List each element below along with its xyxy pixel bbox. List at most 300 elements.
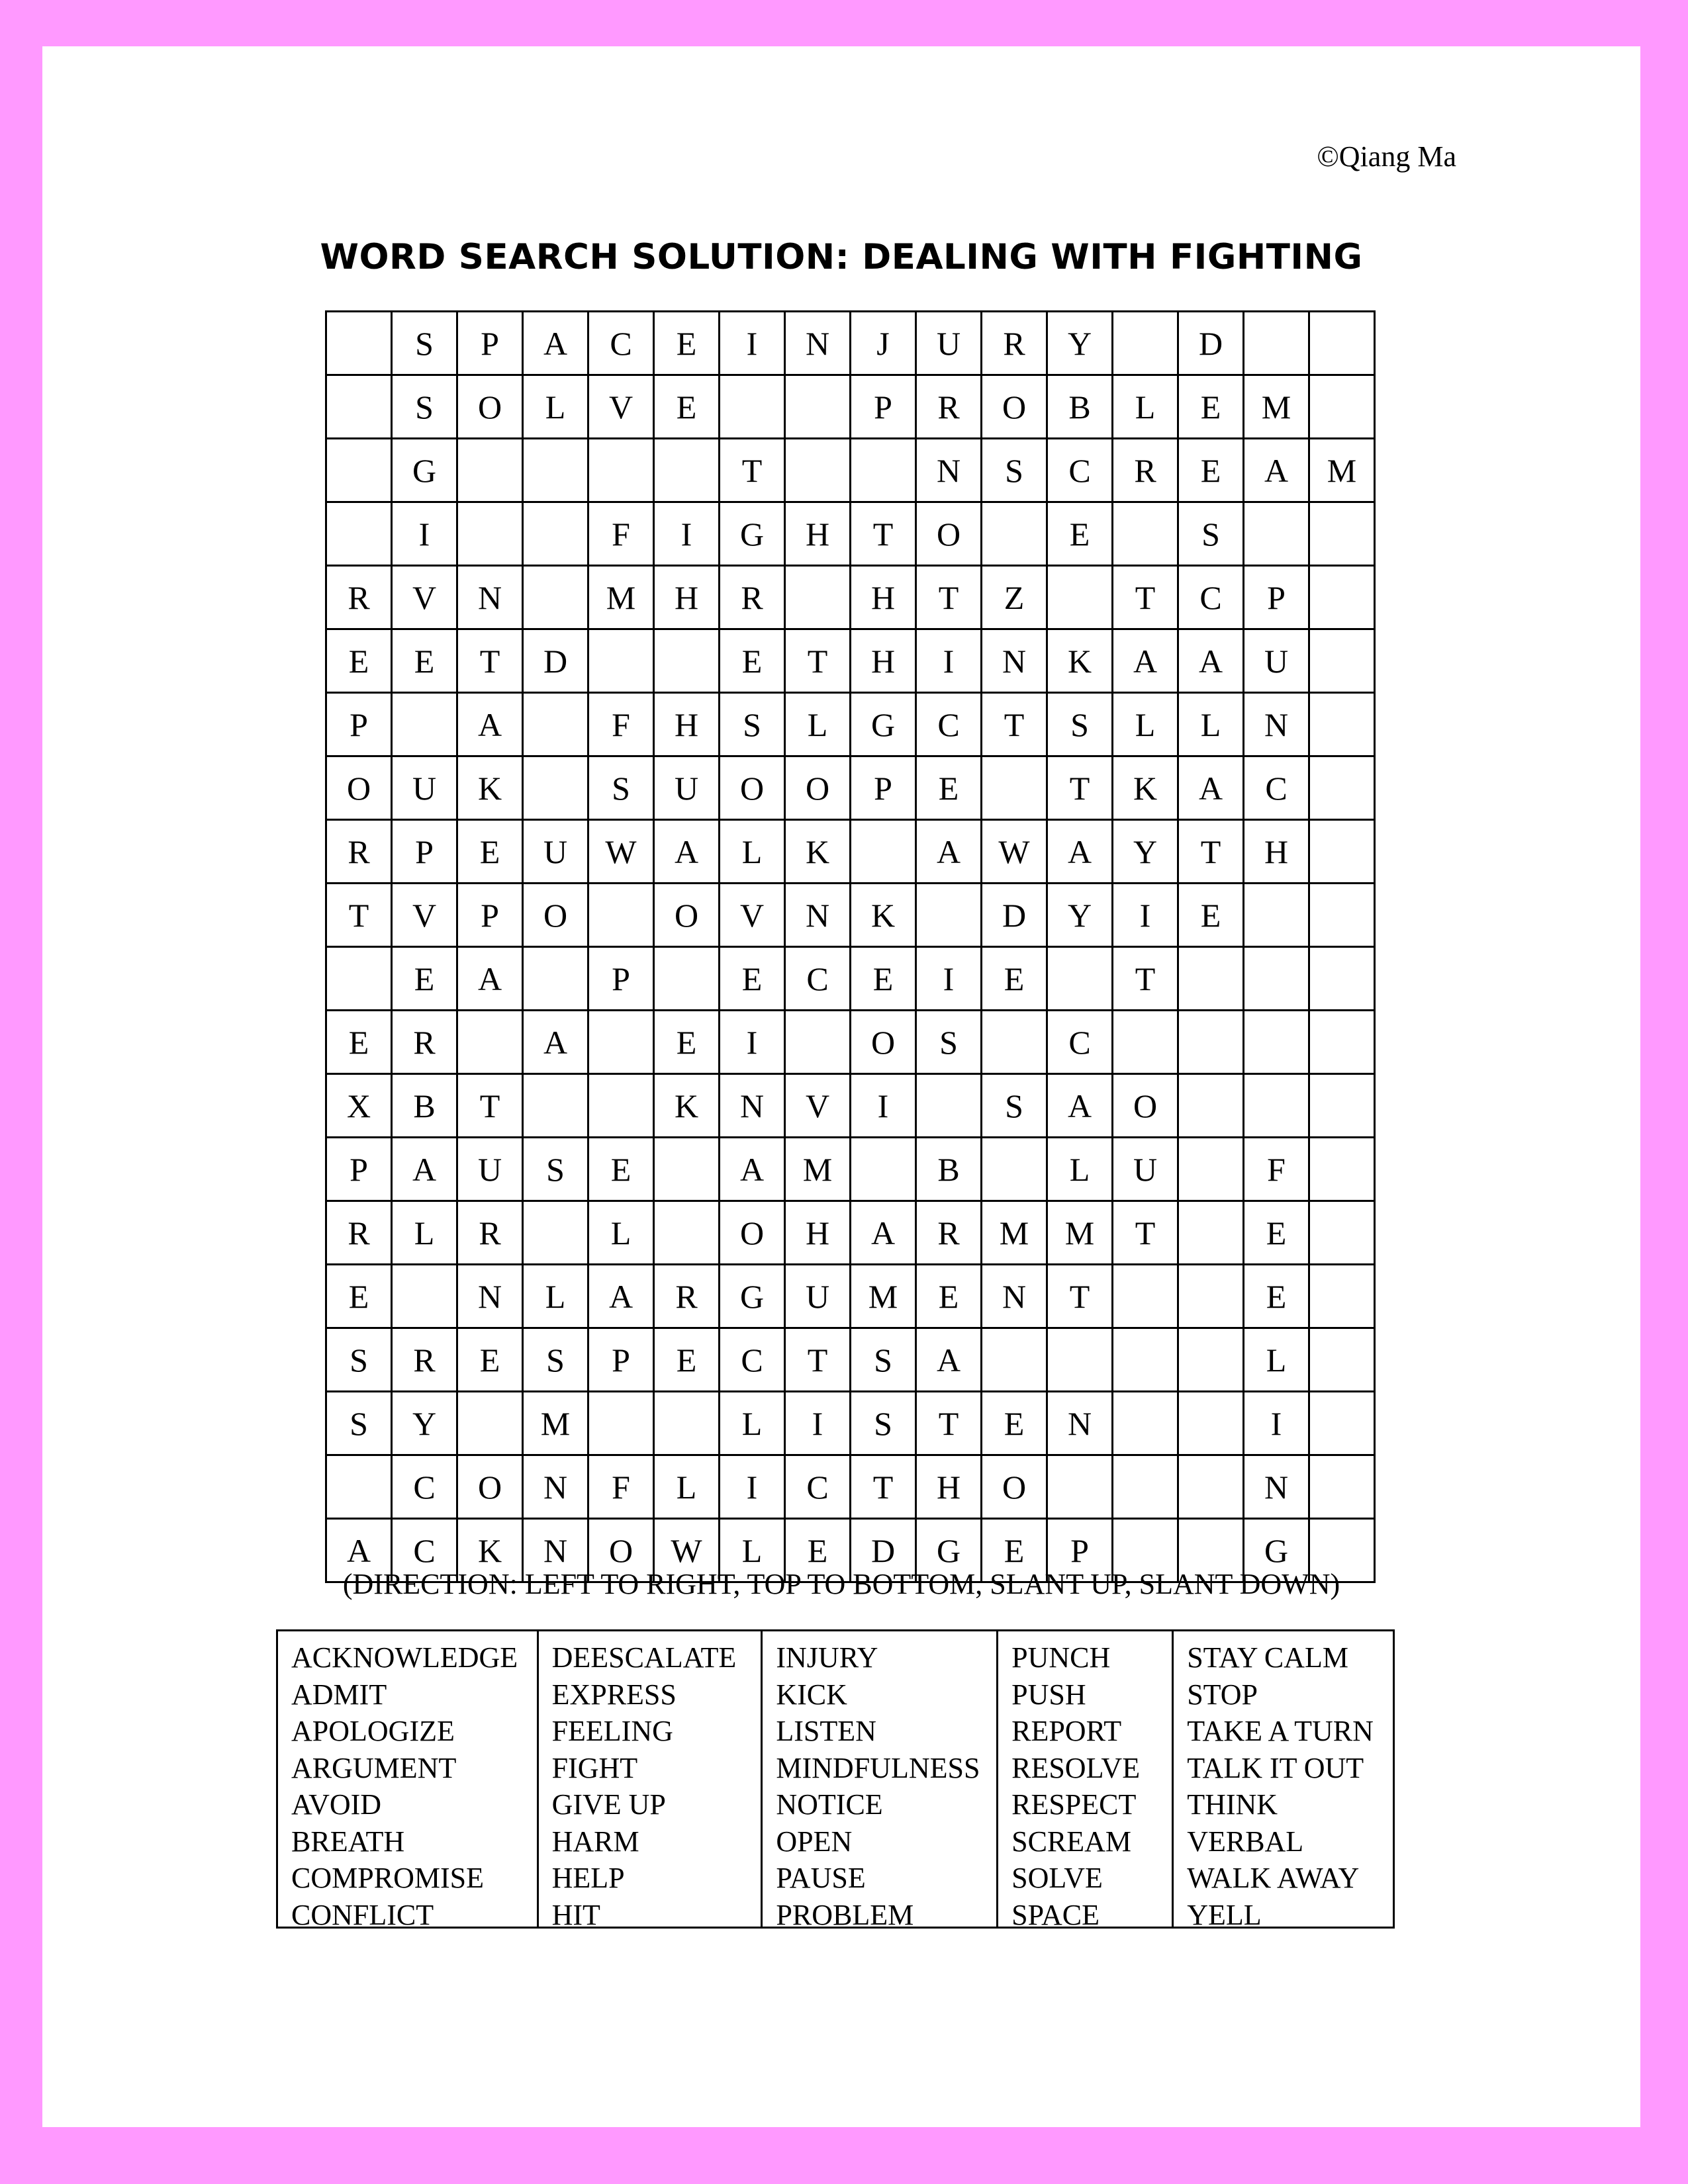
grid-cell: E xyxy=(982,1392,1047,1455)
grid-cell xyxy=(1309,629,1375,693)
grid-cell: T xyxy=(851,502,916,566)
word-bank-item: NOTICE xyxy=(776,1788,883,1821)
grid-cell: R xyxy=(916,1201,982,1265)
grid-cell: A xyxy=(457,693,523,756)
grid-cell: U xyxy=(916,312,982,375)
grid-cell: S xyxy=(982,1074,1047,1138)
grid-cell xyxy=(588,439,654,502)
word-bank-item: SCREAM xyxy=(1011,1825,1132,1858)
grid-cell xyxy=(457,1392,523,1455)
grid-cell: T xyxy=(1113,947,1178,1011)
grid-cell: I xyxy=(1113,884,1178,947)
grid-cell: L xyxy=(1113,375,1178,439)
grid-cell xyxy=(785,375,851,439)
grid-cell: S xyxy=(1047,693,1113,756)
grid-cell: H xyxy=(1244,820,1309,884)
grid-cell: R xyxy=(326,820,392,884)
grid-cell xyxy=(851,820,916,884)
grid-cell xyxy=(1047,947,1113,1011)
grid-cell: F xyxy=(588,1455,654,1519)
grid-cell xyxy=(654,439,720,502)
grid-cell: U xyxy=(392,756,457,820)
grid-cell: E xyxy=(720,947,785,1011)
grid-cell xyxy=(1309,1074,1375,1138)
grid-cell: A xyxy=(851,1201,916,1265)
grid-cell: C xyxy=(785,947,851,1011)
grid-cell xyxy=(523,566,588,629)
grid-cell xyxy=(1309,884,1375,947)
grid-cell: W xyxy=(982,820,1047,884)
grid-cell xyxy=(1309,756,1375,820)
grid-cell: D xyxy=(1178,312,1244,375)
grid-cell xyxy=(1178,1328,1244,1392)
grid-cell: O xyxy=(982,375,1047,439)
grid-cell: V xyxy=(392,884,457,947)
grid-cell: T xyxy=(916,1392,982,1455)
grid-row xyxy=(326,439,1375,502)
grid-cell xyxy=(1178,947,1244,1011)
grid-cell: S xyxy=(523,1138,588,1201)
grid-cell: M xyxy=(851,1265,916,1328)
grid-cell: E xyxy=(982,1519,1047,1582)
grid-cell: U xyxy=(785,1265,851,1328)
word-bank-item: THINK xyxy=(1187,1788,1278,1821)
grid-row xyxy=(326,1328,1375,1392)
grid-cell xyxy=(457,502,523,566)
word-bank-item: WALK AWAY xyxy=(1187,1862,1360,1894)
grid-cell: F xyxy=(588,693,654,756)
grid-cell: A xyxy=(720,1138,785,1201)
grid-cell xyxy=(1113,1455,1178,1519)
grid-cell xyxy=(851,1138,916,1201)
grid-cell: A xyxy=(523,1011,588,1074)
grid-cell: L xyxy=(1113,693,1178,756)
grid-cell: P xyxy=(457,884,523,947)
grid-cell: N xyxy=(720,1074,785,1138)
grid-cell xyxy=(982,756,1047,820)
grid-cell xyxy=(1244,1011,1309,1074)
grid-cell: R xyxy=(1113,439,1178,502)
grid-cell: X xyxy=(326,1074,392,1138)
grid-cell: G xyxy=(720,1265,785,1328)
grid-cell: B xyxy=(1047,375,1113,439)
word-bank-item: SOLVE xyxy=(1011,1862,1103,1894)
grid-cell: L xyxy=(523,1265,588,1328)
word-bank-item: STAY CALM xyxy=(1187,1641,1349,1674)
grid-cell xyxy=(1178,1392,1244,1455)
grid-cell xyxy=(1178,1011,1244,1074)
grid-cell: Y xyxy=(1047,312,1113,375)
grid-cell xyxy=(1047,1455,1113,1519)
grid-cell xyxy=(523,693,588,756)
word-bank-item: PROBLEM xyxy=(776,1898,914,1931)
grid-cell xyxy=(1178,1455,1244,1519)
word-bank-item: FEELING xyxy=(551,1715,673,1747)
grid-cell xyxy=(1113,1392,1178,1455)
grid-cell: H xyxy=(916,1455,982,1519)
grid-cell xyxy=(326,502,392,566)
grid-cell xyxy=(1047,1328,1113,1392)
grid-row xyxy=(326,629,1375,693)
grid-cell: S xyxy=(1178,502,1244,566)
grid-cell xyxy=(1113,1265,1178,1328)
grid-cell: U xyxy=(654,756,720,820)
grid-cell: K xyxy=(785,820,851,884)
grid-cell xyxy=(1244,1074,1309,1138)
word-bank-table xyxy=(276,1629,1395,1929)
grid-cell: L xyxy=(720,1519,785,1582)
grid-cell: E xyxy=(654,1011,720,1074)
grid-cell xyxy=(588,1074,654,1138)
grid-cell: N xyxy=(1244,693,1309,756)
grid-cell: R xyxy=(392,1011,457,1074)
grid-cell: P xyxy=(326,1138,392,1201)
grid-cell: K xyxy=(1047,629,1113,693)
word-bank-item: LISTEN xyxy=(776,1715,876,1747)
grid-cell: N xyxy=(457,566,523,629)
grid-cell xyxy=(1309,1265,1375,1328)
grid-cell xyxy=(1178,1265,1244,1328)
grid-cell: N xyxy=(785,312,851,375)
grid-cell: T xyxy=(457,1074,523,1138)
grid-row xyxy=(326,1011,1375,1074)
grid-cell: E xyxy=(1244,1201,1309,1265)
grid-cell: L xyxy=(1178,693,1244,756)
grid-cell: O xyxy=(457,1455,523,1519)
word-bank-item: COMPROMISE xyxy=(291,1862,484,1894)
word-bank-column xyxy=(761,1631,996,1931)
grid-cell xyxy=(523,947,588,1011)
grid-cell: E xyxy=(1178,439,1244,502)
grid-cell xyxy=(1309,1138,1375,1201)
grid-cell: T xyxy=(1047,1265,1113,1328)
grid-cell: T xyxy=(1178,820,1244,884)
grid-cell: I xyxy=(916,629,982,693)
grid-cell: L xyxy=(523,375,588,439)
grid-cell: A xyxy=(523,312,588,375)
grid-cell: V xyxy=(588,375,654,439)
grid-cell: V xyxy=(785,1074,851,1138)
word-bank-item: YELL xyxy=(1187,1898,1262,1931)
grid-cell: N xyxy=(785,884,851,947)
grid-cell: W xyxy=(588,820,654,884)
grid-cell: S xyxy=(720,693,785,756)
grid-row xyxy=(326,312,1375,375)
grid-cell: U xyxy=(523,820,588,884)
grid-row xyxy=(326,566,1375,629)
grid-cell: V xyxy=(392,566,457,629)
grid-cell: F xyxy=(1244,1138,1309,1201)
grid-cell xyxy=(785,439,851,502)
grid-cell: E xyxy=(720,629,785,693)
grid-cell: A xyxy=(1047,820,1113,884)
word-bank-item: VERBAL xyxy=(1187,1825,1304,1858)
grid-cell xyxy=(1244,884,1309,947)
grid-cell: P xyxy=(1047,1519,1113,1582)
word-bank-item: TAKE A TURN xyxy=(1187,1715,1374,1747)
grid-row xyxy=(326,884,1375,947)
grid-cell xyxy=(523,1074,588,1138)
grid-cell: J xyxy=(851,312,916,375)
grid-cell: E xyxy=(654,1328,720,1392)
grid-cell: H xyxy=(851,566,916,629)
grid-cell: P xyxy=(588,1328,654,1392)
grid-row xyxy=(326,756,1375,820)
grid-row xyxy=(326,1074,1375,1138)
word-bank-item: APOLOGIZE xyxy=(291,1715,455,1747)
grid-cell xyxy=(1309,1392,1375,1455)
page-title: WORD SEARCH SOLUTION: DEALING WITH FIGHTING xyxy=(320,237,1363,277)
word-bank-item: KICK xyxy=(776,1678,847,1711)
grid-row xyxy=(326,1201,1375,1265)
grid-cell xyxy=(1113,1011,1178,1074)
grid-cell: A xyxy=(916,1328,982,1392)
grid-cell: A xyxy=(1178,629,1244,693)
word-bank-item: ARGUMENT xyxy=(291,1751,457,1784)
grid-cell xyxy=(982,1328,1047,1392)
worksheet-page xyxy=(42,46,1640,2127)
word-bank-item: DEESCALATE xyxy=(551,1641,737,1674)
grid-cell: O xyxy=(654,884,720,947)
word-bank-item: BREATH xyxy=(291,1825,405,1858)
grid-cell: O xyxy=(457,375,523,439)
grid-cell: E xyxy=(326,1011,392,1074)
grid-cell: C xyxy=(1244,756,1309,820)
grid-cell xyxy=(326,1455,392,1519)
grid-cell xyxy=(1309,312,1375,375)
grid-cell: E xyxy=(785,1519,851,1582)
grid-cell: T xyxy=(916,566,982,629)
grid-cell xyxy=(1244,947,1309,1011)
grid-cell: E xyxy=(916,756,982,820)
grid-cell xyxy=(654,1201,720,1265)
grid-cell: P xyxy=(326,693,392,756)
grid-cell: O xyxy=(720,756,785,820)
grid-cell: L xyxy=(720,1392,785,1455)
grid-cell: M xyxy=(523,1392,588,1455)
grid-cell: S xyxy=(851,1328,916,1392)
word-bank-item: GIVE UP xyxy=(551,1788,666,1821)
grid-cell: P xyxy=(851,756,916,820)
grid-cell: I xyxy=(785,1392,851,1455)
grid-cell: D xyxy=(982,884,1047,947)
word-bank-item: EXPRESS xyxy=(551,1678,677,1711)
grid-cell: N xyxy=(982,629,1047,693)
grid-cell: C xyxy=(1178,566,1244,629)
grid-cell: E xyxy=(392,629,457,693)
word-bank-item: ADMIT xyxy=(291,1678,387,1711)
grid-cell: E xyxy=(326,629,392,693)
grid-cell: I xyxy=(654,502,720,566)
grid-cell: B xyxy=(916,1138,982,1201)
word-bank-item: PUSH xyxy=(1011,1678,1086,1711)
word-bank-item: CONFLICT xyxy=(291,1898,434,1931)
grid-cell xyxy=(457,439,523,502)
grid-row xyxy=(326,1455,1375,1519)
grid-cell: C xyxy=(1047,439,1113,502)
grid-cell: R xyxy=(982,312,1047,375)
word-bank-item: HIT xyxy=(551,1898,600,1931)
grid-cell xyxy=(982,502,1047,566)
grid-cell: L xyxy=(588,1201,654,1265)
grid-cell: O xyxy=(326,756,392,820)
grid-cell: O xyxy=(720,1201,785,1265)
grid-cell: E xyxy=(1178,884,1244,947)
word-search-grid xyxy=(325,310,1376,1583)
grid-cell: G xyxy=(720,502,785,566)
grid-cell: E xyxy=(457,820,523,884)
grid-cell: A xyxy=(1047,1074,1113,1138)
grid-cell: T xyxy=(1113,566,1178,629)
grid-cell: K xyxy=(457,1519,523,1582)
grid-row xyxy=(326,1392,1375,1455)
grid-cell: W xyxy=(654,1519,720,1582)
word-bank-item: TALK IT OUT xyxy=(1187,1751,1364,1784)
grid-cell: G xyxy=(851,693,916,756)
grid-cell: L xyxy=(654,1455,720,1519)
grid-cell: E xyxy=(326,1265,392,1328)
grid-cell xyxy=(523,756,588,820)
grid-cell xyxy=(1309,502,1375,566)
grid-cell: I xyxy=(851,1074,916,1138)
grid-cell: O xyxy=(588,1519,654,1582)
grid-cell: H xyxy=(851,629,916,693)
grid-cell xyxy=(523,1201,588,1265)
grid-cell: R xyxy=(720,566,785,629)
grid-cell: A xyxy=(1178,756,1244,820)
grid-row xyxy=(326,1265,1375,1328)
grid-cell xyxy=(1309,693,1375,756)
grid-cell xyxy=(851,439,916,502)
grid-cell: P xyxy=(588,947,654,1011)
grid-cell: S xyxy=(851,1392,916,1455)
grid-cell: S xyxy=(916,1011,982,1074)
grid-cell xyxy=(1244,502,1309,566)
grid-cell: D xyxy=(851,1519,916,1582)
grid-cell: G xyxy=(392,439,457,502)
grid-cell: C xyxy=(392,1455,457,1519)
grid-cell: I xyxy=(392,502,457,566)
word-bank-item: ACKNOWLEDGE xyxy=(291,1641,518,1674)
word-bank-item: STOP xyxy=(1187,1678,1258,1711)
grid-cell xyxy=(392,1265,457,1328)
grid-cell: L xyxy=(1047,1138,1113,1201)
grid-cell: T xyxy=(851,1455,916,1519)
word-bank-item: HARM xyxy=(551,1825,639,1858)
grid-cell: P xyxy=(392,820,457,884)
word-bank-item: SPACE xyxy=(1011,1898,1100,1931)
grid-cell xyxy=(1047,566,1113,629)
grid-cell: N xyxy=(916,439,982,502)
grid-cell xyxy=(326,439,392,502)
grid-cell: K xyxy=(1113,756,1178,820)
word-bank-column xyxy=(1172,1631,1393,1931)
grid-cell: T xyxy=(457,629,523,693)
grid-cell xyxy=(654,947,720,1011)
grid-cell: I xyxy=(720,1455,785,1519)
grid-cell xyxy=(982,1138,1047,1201)
grid-cell: A xyxy=(392,1138,457,1201)
grid-cell: N xyxy=(982,1265,1047,1328)
word-bank-column xyxy=(537,1631,761,1931)
grid-cell: E xyxy=(982,947,1047,1011)
grid-cell: C xyxy=(588,312,654,375)
grid-cell: T xyxy=(1047,756,1113,820)
grid-cell: E xyxy=(457,1328,523,1392)
grid-cell xyxy=(588,1392,654,1455)
grid-cell: I xyxy=(1244,1392,1309,1455)
direction-note: (DIRECTION: LEFT TO RIGHT, TOP TO BOTTOM, SLANT UP, SLANT DOWN) xyxy=(342,1568,1340,1600)
word-bank-column xyxy=(996,1631,1172,1931)
grid-cell: C xyxy=(720,1328,785,1392)
grid-cell: R xyxy=(392,1328,457,1392)
grid-cell: I xyxy=(720,1011,785,1074)
grid-row xyxy=(326,820,1375,884)
grid-cell: I xyxy=(916,947,982,1011)
grid-cell: R xyxy=(326,566,392,629)
grid-cell: M xyxy=(588,566,654,629)
grid-cell: L xyxy=(785,693,851,756)
grid-cell: N xyxy=(1047,1392,1113,1455)
grid-cell: O xyxy=(785,756,851,820)
grid-cell xyxy=(785,1011,851,1074)
grid-cell: E xyxy=(392,947,457,1011)
grid-cell: A xyxy=(457,947,523,1011)
grid-cell: P xyxy=(457,312,523,375)
grid-cell xyxy=(523,439,588,502)
grid-cell xyxy=(1244,312,1309,375)
word-bank-item: RESPECT xyxy=(1011,1788,1137,1821)
grid-cell: L xyxy=(720,820,785,884)
grid-cell: E xyxy=(588,1138,654,1201)
grid-cell: P xyxy=(851,375,916,439)
grid-cell: E xyxy=(1178,375,1244,439)
grid-cell: V xyxy=(720,884,785,947)
grid-cell xyxy=(1178,1074,1244,1138)
grid-cell: M xyxy=(1309,439,1375,502)
word-bank-item: PAUSE xyxy=(776,1862,866,1894)
grid-cell: A xyxy=(588,1265,654,1328)
grid-cell xyxy=(523,502,588,566)
grid-cell xyxy=(326,947,392,1011)
grid-cell: A xyxy=(326,1519,392,1582)
grid-cell: S xyxy=(326,1328,392,1392)
grid-cell: G xyxy=(1244,1519,1309,1582)
word-bank-item: RESOLVE xyxy=(1011,1751,1141,1784)
grid-cell xyxy=(1309,1455,1375,1519)
grid-cell: T xyxy=(720,439,785,502)
grid-cell: O xyxy=(982,1455,1047,1519)
grid-cell: T xyxy=(1113,1201,1178,1265)
grid-cell: K xyxy=(851,884,916,947)
grid-cell: O xyxy=(523,884,588,947)
grid-cell: Y xyxy=(392,1392,457,1455)
grid-cell: L xyxy=(1244,1328,1309,1392)
grid-cell: Z xyxy=(982,566,1047,629)
grid-cell: A xyxy=(916,820,982,884)
grid-cell xyxy=(1113,1328,1178,1392)
grid-cell: A xyxy=(1113,629,1178,693)
grid-cell: C xyxy=(1047,1011,1113,1074)
grid-cell xyxy=(916,884,982,947)
grid-cell: F xyxy=(588,502,654,566)
grid-cell: D xyxy=(523,629,588,693)
word-bank-item: AVOID xyxy=(291,1788,382,1821)
grid-cell xyxy=(1309,1328,1375,1392)
grid-cell xyxy=(654,1392,720,1455)
grid-cell: N xyxy=(523,1519,588,1582)
grid-cell: N xyxy=(523,1455,588,1519)
